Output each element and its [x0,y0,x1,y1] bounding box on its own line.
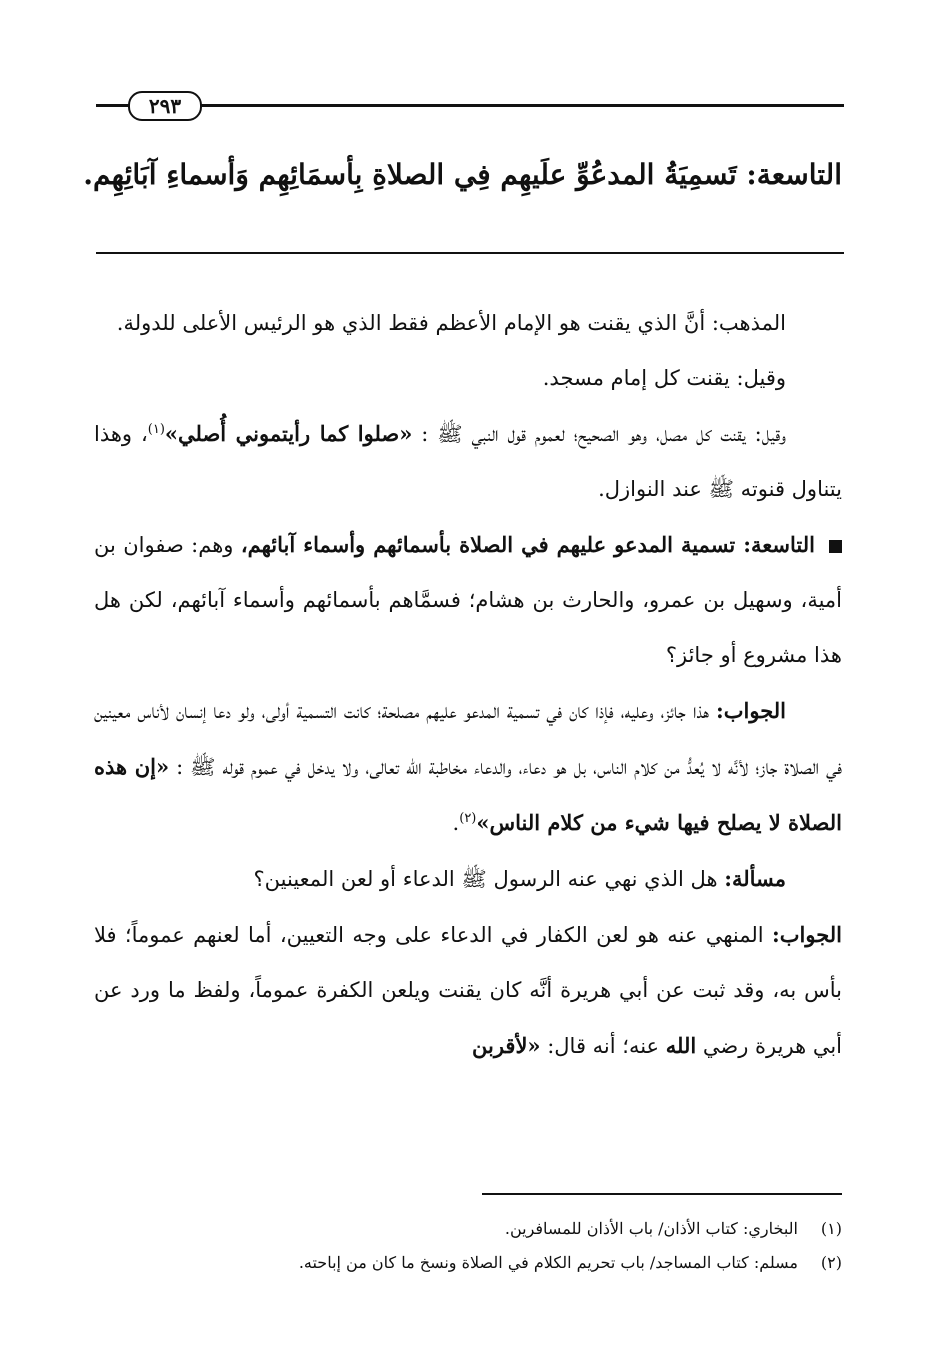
footnotes [94,1212,842,1280]
answer-text: هذا جائز، وعليه، فإذا كان في تسمية المدعو عليهم مصلحة؛ كانت التسمية أولى، ولو دعا إنسان لأناس معينين في الصلاة جاز؛ لأنَّه لا يُعدُّ من كلام الناس، بل هو دعاء، والدعاء مخاطبة الله تعالى، ولا يدخل في عموم قوله ﷺ : [94,699,842,779]
footnote-1 [94,1212,842,1246]
footnote-ref: (٢) [459,811,477,826]
paragraph-ninth [94,517,842,683]
footnote-text: مسلم: كتاب المساجد/ باب تحريم الكلام في الصلاة ونسخ ما كان من إباحته. [298,1253,798,1272]
footnote-rule [482,1193,842,1195]
allah-word: الله [665,1033,697,1058]
question-label: مسألة: [724,866,786,891]
bullet-square-icon [829,540,842,553]
question-text: هل الذي نهي عنه الرسول ﷺ الدعاء أو لعن المعينين؟ [253,867,725,891]
answer-end: . [452,811,460,835]
page-number: ٢٩٣ [128,91,202,121]
paragraph-opinion-everyone [94,406,842,517]
answer-text-cont: عنه؛ أنه قال: [540,1034,666,1058]
footnote-number: (١) [820,1219,842,1238]
paragraph-answer-1 [94,683,842,851]
footnote-ref: (١) [147,422,165,437]
header-rule [96,104,844,107]
paragraph-madhhab: المذهب: أنَّ الذي يقنت هو الإمام الأعظم فقط الذي هو الرئيس الأعلى للدولة. [116,311,786,335]
opinion-text-end: ، وهذا يتناول قنوته ﷺ عند النوازل. [94,422,842,501]
footnote-text: البخاري: كتاب الأذان/ باب الأذان للمسافرين. [504,1219,798,1238]
opinion-text: وقيل: يقنت كل مصل، وهو الصحيح؛ لعموم قول النبي ﷺ : [412,422,786,446]
footnote-number: (٢) [820,1253,842,1272]
section-heading: التاسعة: تسمية المدعو عليهم في الصلاة بأسمائهم وأسماء آبائهم، [240,532,815,557]
answer-label: الجواب: [772,922,842,947]
chapter-title: التاسعة: تَسمِيَةُ المدعُوِّ علَيهِم فِي الصلاةِ بِأسمَائِهِم وَأسماءِ آبَائِهِم. [83,158,842,191]
hadith-quote: «صلوا كما رأيتموني أُصلي» [164,421,413,446]
paragraph-answer-2 [94,907,842,1074]
paragraph-question [94,851,842,907]
hadith-quote: «إن هذه الصلاة لا يصلح فيها شيء من كلام الناس» [94,754,842,835]
footnote-2 [94,1246,842,1280]
answer-text: المنهي عنه هو لعن الكفار في الدعاء على وجه التعيين، أما لعنهم عموماً؛ فلا بأس به، وقد ثبت عن أبي هريرة أنَّه كان يقنت ويلعن الكفرة عموماً، ولفظ ما ورد عن أبي هريرة رضي [94,923,842,1058]
answer-label: الجواب: [716,698,786,723]
hadith-quote: «لأقربن [471,1033,541,1058]
paragraph-opinion-imam: وقيل: يقنت كل إمام مسجد. [542,366,786,390]
section-body: وهم: صفوان بن أمية، وسهيل بن عمرو، والحارث بن هشام؛ فسمَّاهم بأسمائهم وأسماء آبائهم، لكن هل هذا مشروع أو جائز؟ [94,533,842,667]
title-rule [96,252,844,254]
body-text [94,296,842,1074]
